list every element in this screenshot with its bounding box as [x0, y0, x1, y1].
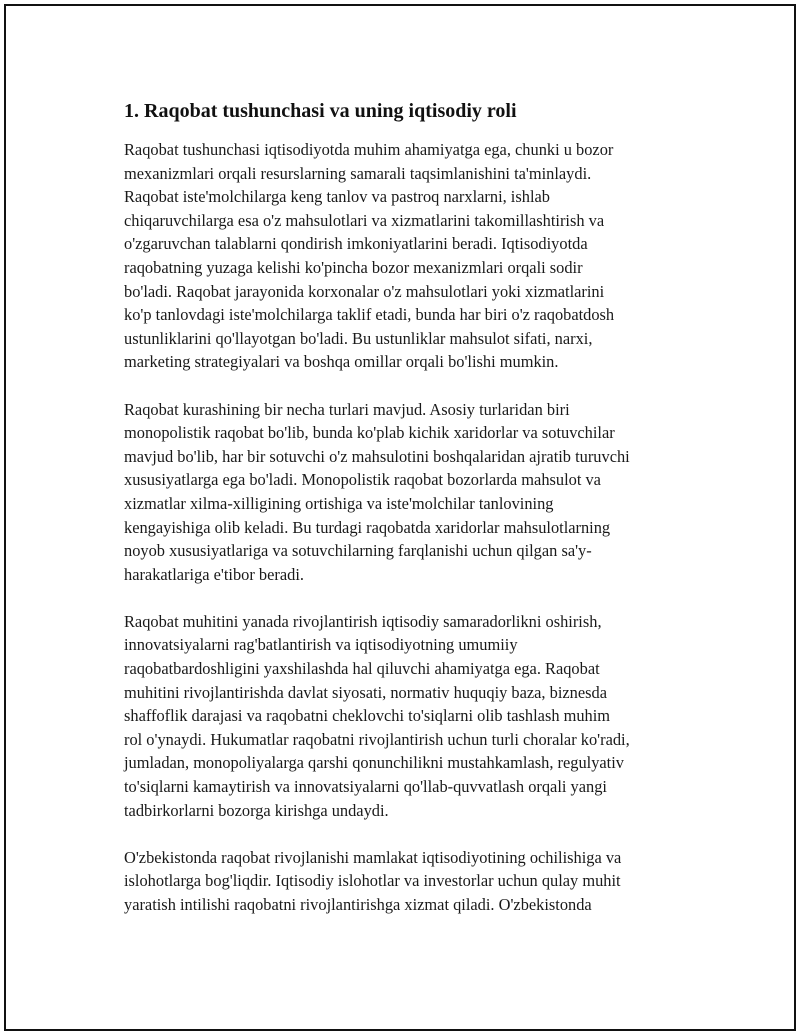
text-line: harakatlariga e'tibor beradi.: [124, 564, 304, 584]
text-line: o'zgaruvchan talablarni qondirish imkoniyatlarini beradi. Iqtisodiyotda: [124, 234, 588, 254]
text-line: raqobatbardoshligini yaxshilashda hal qiluvchi ahamiyatga ega. Raqobat: [124, 659, 600, 679]
text-line: noyob xususiyatlariga va sotuvchilarning farqlanishi uchun qilgan sa'y-: [124, 541, 592, 561]
text-line: kengayishiga olib keladi. Bu turdagi raqobatda xaridorlar mahsulotlarning: [124, 517, 611, 537]
text-line: muhitini rivojlantirishda davlat siyosati, normativ huquqiy baza, biznesda: [124, 682, 607, 702]
text-line: ko'p tanlovdagi iste'molchilarga taklif etadi, bunda har biri o'z raqobatdosh: [124, 305, 615, 325]
text-line: xususiyatlarga ega bo'ladi. Monopolistik raqobat bozorlarda mahsulot va: [124, 470, 601, 490]
text-line: Raqobat kurashining bir necha turlari mavjud. Asosiy turlaridan biri: [124, 399, 570, 419]
text-line: mavjud bo'lib, har bir sotuvchi o'z mahsulotini boshqalaridan ajratib turuvchi: [124, 446, 630, 466]
document-body: [124, 92, 684, 940]
text-line: to'siqlarni kamaytirish va innovatsiyalarni qo'llab-quvvatlash orqali yangi: [124, 777, 607, 797]
text-line: yaratish intilishi raqobatni rivojlantirishga xizmat qiladi. O'zbekistonda: [124, 895, 592, 914]
text-line: innovatsiyalarni rag'batlantirish va iqtisodiyotning umumiiy: [124, 635, 518, 655]
text-line: tadbirkorlarni bozorga kirishga undaydi.: [124, 800, 389, 820]
paragraph-1: [124, 138, 684, 374]
text-line: O'zbekistonda raqobat rivojlanishi mamlakat iqtisodiyotining ochilishiga va: [124, 847, 622, 867]
text-line: xizmatlar xilma-xilligining ortishiga va iste'molchilar tanlovining: [124, 493, 554, 513]
text-line: monopolistik raqobat bo'lib, bunda ko'plab kichik xaridorlar va sotuvchilar: [124, 423, 615, 443]
paragraph-2: [124, 398, 684, 587]
text-line: raqobatning yuzaga kelishi ko'pincha bozor mexanizmlari orqali sodir: [124, 257, 583, 277]
text-line: bo'ladi. Raqobat jarayonida korxonalar o'z mahsulotlari yoki xizmatlarini: [124, 281, 605, 301]
text-line: rol o'ynaydi. Hukumatlar raqobatni rivojlantirish uchun turli choralar ko'radi,: [124, 729, 630, 749]
text-line: ustunliklarini qo'llayotgan bo'ladi. Bu ustunliklar mahsulot sifati, narxi,: [124, 328, 593, 348]
text-line: islohotlarga bog'liqdir. Iqtisodiy islohotlar va investorlar uchun qulay muhit: [124, 871, 621, 891]
section-heading: 1. Raqobat tushunchasi va uning iqtisodiy roli: [124, 100, 517, 122]
text-line: Raqobat muhitini yanada rivojlantirish iqtisodiy samaradorlikni oshirish,: [124, 611, 602, 631]
text-line: mexanizmlari orqali resurslarning samarali taqsimlanishini ta'minlaydi.: [124, 163, 592, 183]
text-line: chiqaruvchilarga esa o'z mahsulotlari va xizmatlarini takomillashtirish va: [124, 210, 605, 230]
text-line: shaffoflik darajasi va raqobatni cheklovchi to'siqlarni olib tashlash muhim: [124, 706, 611, 726]
text-line: marketing strategiyalari va boshqa omillar orqali bo'lishi mumkin.: [124, 352, 559, 372]
text-line: jumladan, monopoliyalarga qarshi qonunchilikni mustahkamlash, regulyativ: [124, 753, 624, 773]
text-line: Raqobat tushunchasi iqtisodiyotda muhim ahamiyatga ega, chunki u bozor: [124, 140, 614, 159]
text-line: Raqobat iste'molchilarga keng tanlov va pastroq narxlarni, ishlab: [124, 187, 550, 207]
page-frame: [4, 4, 796, 1031]
paragraph-3: [124, 610, 684, 822]
paragraph-4: [124, 846, 684, 917]
